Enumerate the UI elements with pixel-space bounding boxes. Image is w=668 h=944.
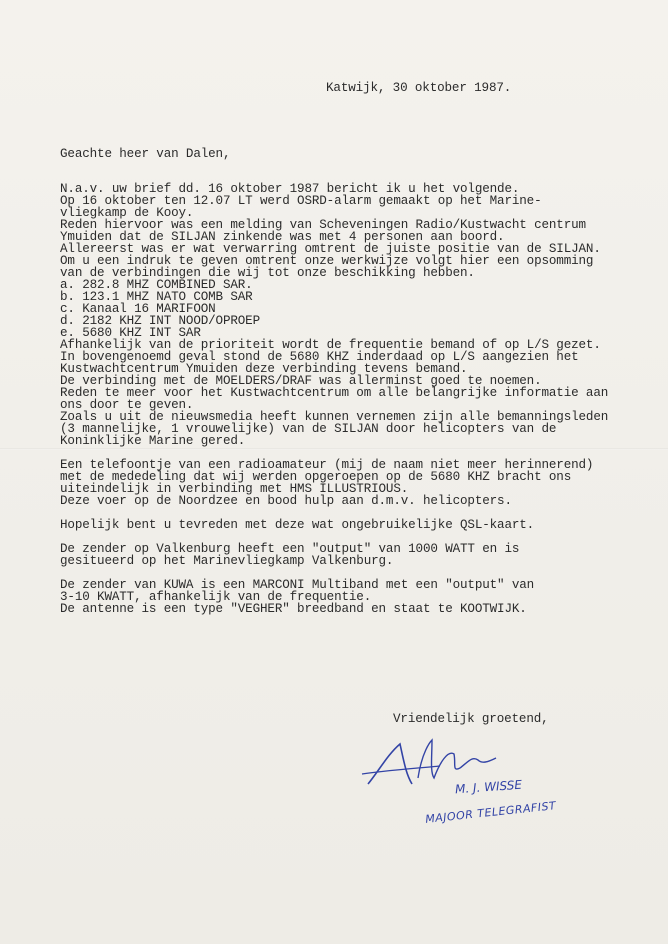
letter-body-line: 3-10 KWATT, afhankelijk van de frequentie. [60,590,372,604]
letter-body-line: uiteindelijk in verbinding met HMS ILLUSTRIOUS. [60,482,409,496]
letter-body-line: Allereerst was er wat verwarring omtrent de juiste positie van de SILJAN. [60,242,601,256]
letter-body-line: c. Kanaal 16 MARIFOON [60,302,216,316]
letter-body-line: In bovengenoemd geval stond de 5680 KHZ inderdaad op L/S aangezien het [60,350,579,364]
letter-body-line: Hopelijk bent u tevreden met deze wat ongebruikelijke QSL-kaart. [60,518,535,532]
letter-body-line: Koninklijke Marine gered. [60,434,246,448]
letter-salutation: Geachte heer van Dalen, [60,147,231,161]
letter-body-line: van de verbindingen die wij tot onze beschikking hebben. [60,266,475,280]
letter-body-line: e. 5680 KHZ INT SAR [60,326,201,340]
letter-body-line: (3 mannelijke, 1 vrouwelijke) van de SILJAN door helicopters van de [60,422,557,436]
letter-body-line: gesitueerd op het Marinevliegkamp Valkenburg. [60,554,394,568]
letter-body-line: ons door te geven. [60,398,194,412]
letter-body-line: Een telefoontje van een radioamateur (mij de naam niet meer herinnerend) [60,458,594,472]
letter-date: Katwijk, 30 oktober 1987. [326,81,512,95]
letter-body-line: d. 2182 KHZ INT NOOD/OPROEP [60,314,261,328]
letter-body-line: Reden te meer voor het Kustwachtcentrum om alle belangrijke informatie aan [60,386,609,400]
letter-body-line: De zender op Valkenburg heeft een "output" van 1000 WATT en is [60,542,520,556]
signature-name: M. J. WISSE [454,777,523,797]
letter-body-line: vliegkamp de Kooy. [60,206,194,220]
letter-body-line: Om u een indruk te geven omtrent onze werkwijze volgt hier een opsomming [60,254,594,268]
signature-title: MAJOOR TELEGRAFIST [424,799,557,826]
letter-body-line: Reden hiervoor was een melding van Scheveningen Radio/Kustwacht centrum [60,218,586,232]
letter-body-line: met de mededeling dat wij werden opgeroepen op de 5680 KHZ bracht ons [60,470,572,484]
letter-body-line: Kustwachtcentrum Ymuiden deze verbinding tevens bemand. [60,362,468,376]
letter-body-line: a. 282.8 MHZ COMBINED SAR. [60,278,253,292]
letter-body-line: De antenne is een type "VEGHER" breedband en staat te KOOTWIJK. [60,602,527,616]
letter-body-line: b. 123.1 MHZ NATO COMB SAR [60,290,253,304]
letter-body-line: N.a.v. uw brief dd. 16 oktober 1987 bericht ik u het volgende. [60,182,520,196]
letter-body-line: Deze voer op de Noordzee en bood hulp aan d.m.v. helicopters. [60,494,512,508]
letter-body-line: Afhankelijk van de prioriteit wordt de frequentie bemand of op L/S gezet. [60,338,601,352]
letter-body-line: Zoals u uit de nieuwsmedia heeft kunnen vernemen zijn alle bemanningsleden [60,410,609,424]
letter-body-line: De verbinding met de MOELDERS/DRAF was allerminst goed te noemen. [60,374,542,388]
letter-closing: Vriendelijk groetend, [393,712,549,726]
letter-body-line: Op 16 oktober ten 12.07 LT werd OSRD-alarm gemaakt op het Marine- [60,194,542,208]
letter-body-line: De zender van KUWA is een MARCONI Multiband met een "output" van [60,578,535,592]
letter-body-line: Ymuiden dat de SILJAN zinkende was met 4 personen aan boord. [60,230,505,244]
letter-body [60,183,608,615]
